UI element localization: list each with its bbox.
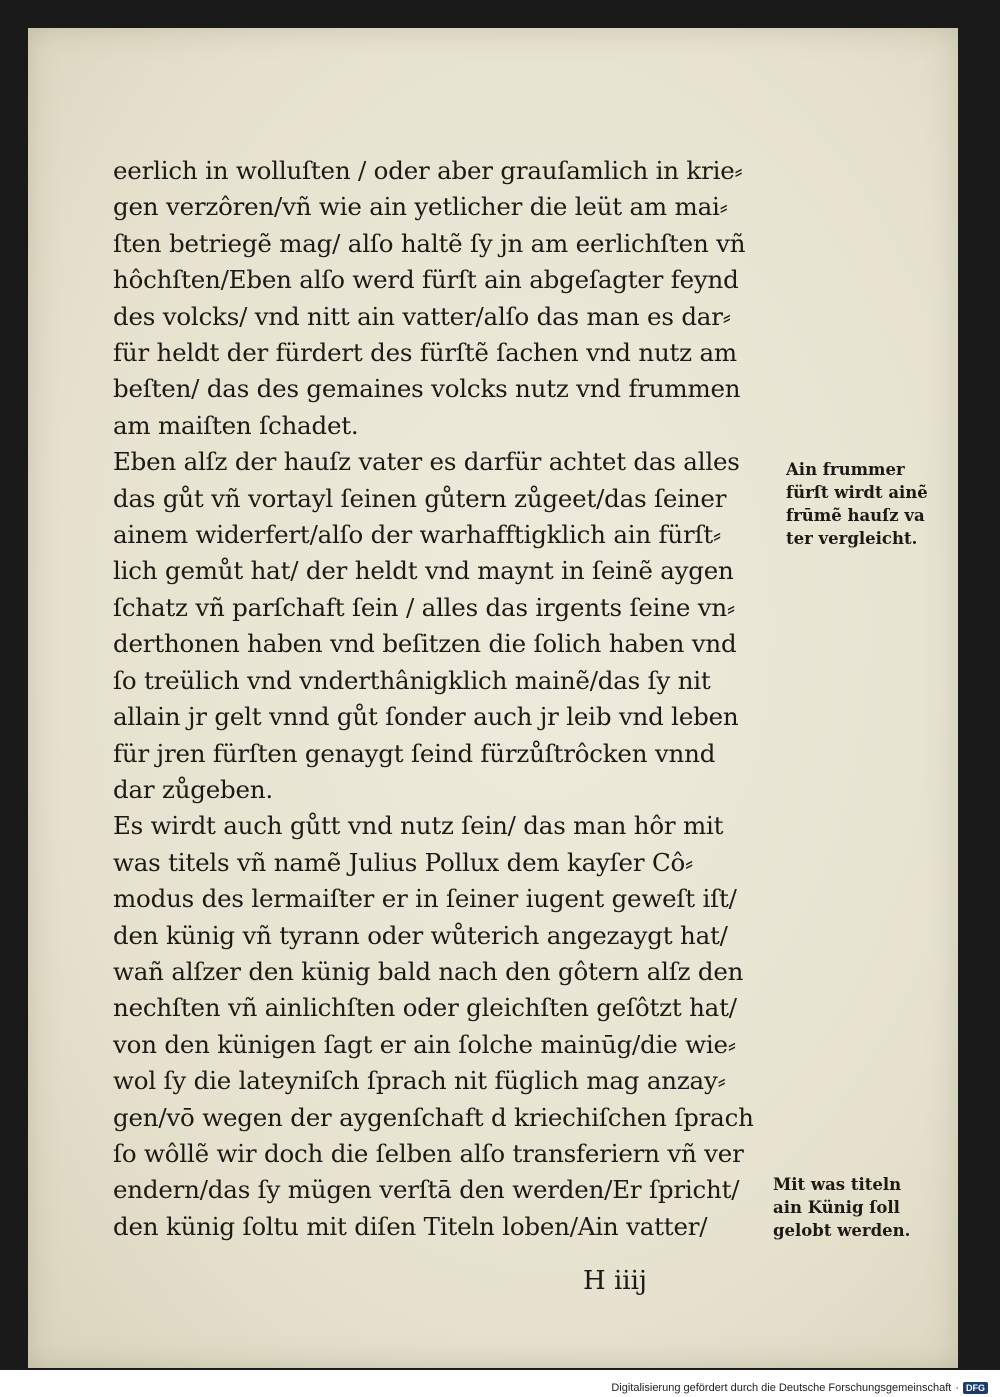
text-line: wañ alſzer den künig bald nach den gôtern alſz den — [113, 956, 744, 986]
margin-note-line: Mit was titeln — [773, 1175, 902, 1194]
text-line: ſten betriegẽ mag/ alſo haltẽ ſy jn am eerlichſten vñ — [113, 228, 746, 258]
margin-note-titles — [773, 1173, 973, 1242]
text-line: ainem widerfert/alſo der warhafftigklich ain fürſt⸗ — [113, 520, 721, 550]
text-line: den künig ſoltu mit diſen Titeln loben/Ain vatter/ — [113, 1211, 708, 1241]
footer-text: Digitalisierung gefördert durch die Deutsche Forschungsgemeinschaft — [611, 1382, 952, 1394]
text-line: des volcks/ vnd nitt ain vatter/alſo das man es dar⸗ — [113, 301, 731, 331]
text-line: ſchatz vñ parſchaft ſein / alles das irgents ſeine vn⸗ — [113, 592, 735, 622]
text-line: beſten/ das des gemaines volcks nutz vnd frummen — [113, 374, 741, 404]
text-line: gen/vō wegen der aygenſchaft d kriechiſchen ſprach — [113, 1102, 754, 1132]
text-line: das gůt vñ vortayl ſeinen gůtern zůgeet/das ſeiner — [113, 483, 727, 513]
book-page — [28, 28, 958, 1368]
text-line: endern/das ſy mügen verſtā den werden/Er ſpricht/ — [113, 1175, 740, 1205]
margin-note-line: frūmẽ hauſz va — [786, 506, 925, 525]
margin-note-line: fürſt wirdt ainẽ — [786, 483, 928, 502]
text-line: gen verzôren/vñ wie ain yetlicher die leüt am mai⸗ — [113, 192, 728, 222]
margin-note-line: Ain frummer — [786, 460, 905, 479]
margin-note-line: ter vergleicht. — [786, 529, 918, 548]
text-line: Es wirdt auch gůtt vnd nutz ſein/ das man hôr mit — [113, 811, 724, 841]
text-line: eerlich in wolluſten / oder aber grauſamlich in krie⸗ — [113, 156, 743, 185]
text-line: derthonen haben vnd beſitzen die ſolich haben vnd — [113, 629, 737, 659]
text-line: hôchſten/Eben alſo werd fürſt ain abgeſagter feynd — [113, 265, 739, 295]
footer-separator: · — [955, 1382, 959, 1394]
text-line: lich gemůt hat/ der heldt vnd maynt in ſeinẽ aygen — [113, 556, 734, 586]
text-line: Eben alſz der hauſz vater es darfür achtet das alles — [113, 447, 740, 477]
margin-note-ruler — [786, 458, 986, 550]
text-line: von den künigen ſagt er ain ſolche mainūg/die wie⸗ — [113, 1029, 736, 1059]
text-line: wol ſy die lateyniſch ſprach nit füglich mag anzay⸗ — [113, 1066, 726, 1096]
main-text-block — [113, 153, 803, 1245]
text-line: ſo treülich vnd vnderthânigklich mainẽ/das ſy nit — [113, 665, 711, 695]
text-line: modus des lermaiſter er in ſeiner iugent geweſt iſt/ — [113, 884, 737, 914]
text-line: nechſten vñ ainlichſten oder gleichſten geſôtzt hat/ — [113, 993, 737, 1023]
dfg-logo-icon: DFG — [963, 1382, 988, 1394]
text-line: dar zůgeben. — [113, 774, 274, 804]
margin-note-line: ain Künig ſoll — [773, 1198, 900, 1217]
funding-footer — [611, 1382, 988, 1394]
signature-mark: H iiij — [583, 1266, 647, 1296]
text-line: den künig vñ tyrann oder wůterich angezaygt hat/ — [113, 920, 728, 950]
text-line: ſo wôllẽ wir doch die ſelben alſo transferiern vñ ver — [113, 1138, 744, 1168]
text-line: am maiſten ſchadet. — [113, 410, 359, 440]
text-line: für heldt der fürdert des fürſtẽ ſachen vnd nutz am — [113, 338, 737, 368]
text-line: für jren fürſten genaygt ſeind fürzůſtrôcken vnnd — [113, 738, 716, 768]
text-line: was titels vñ namẽ Julius Pollux dem kayſer Cô⸗ — [113, 847, 693, 877]
text-line: allain jr gelt vnnd gůt ſonder auch jr leib vnd leben — [113, 702, 739, 732]
margin-note-line: gelobt werden. — [773, 1221, 911, 1240]
